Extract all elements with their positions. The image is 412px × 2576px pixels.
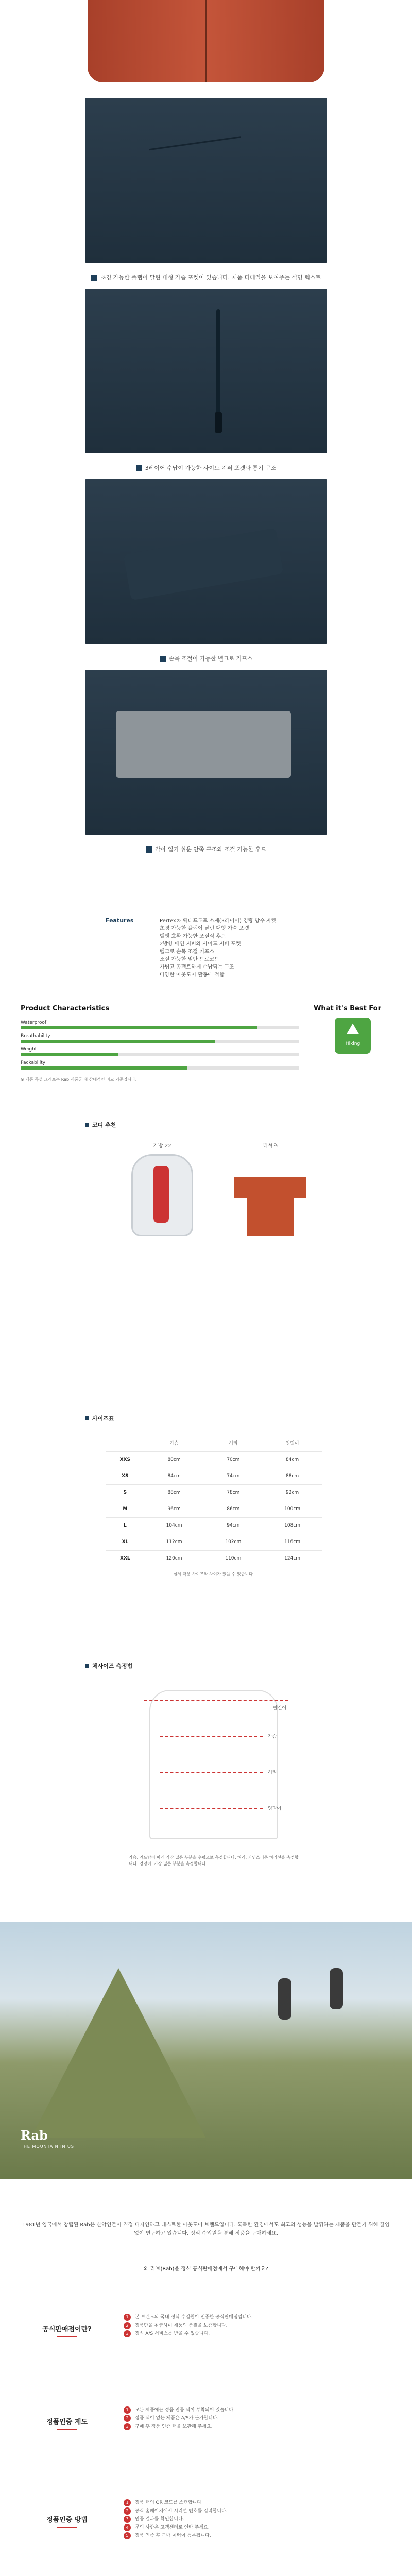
- hiking-icon: ⛰ Hiking: [335, 1018, 371, 1054]
- measure-guide: 팔길이 가슴 허리 엉덩이: [129, 1680, 299, 1844]
- feature-item: Pertex® 웨더프루프 소재(3레이어) 경량 방수 자켓: [160, 918, 277, 924]
- runner-figure: [330, 1968, 343, 2009]
- best-for-title: What it's Best For: [314, 1005, 381, 1012]
- size-row: XXS 80cm 70cm 84cm: [106, 1451, 322, 1468]
- size-row: XXL 120cm 110cm 124cm: [106, 1550, 322, 1567]
- official-store-block: 공식판매점이란? 1 본 브랜드의 국내 정식 수입원이 인증한 공식판매점입니다. 2 정품만을 취급하며 제품의 품질을 보증합니다. 3 정식 A/S 서비스를 받을 수 있습니다.: [21, 2303, 391, 2380]
- characteristic-bar: [21, 1026, 299, 1029]
- features-list: [160, 917, 276, 979]
- rab-logo: Rab: [21, 2128, 48, 2143]
- characteristics-note: ※ 제품 특성 그래프는 Rab 제품군 내 상대적인 비교 기준입니다.: [21, 1077, 137, 1082]
- caption-mark-icon: [160, 656, 166, 662]
- zipper-pull: [215, 412, 222, 433]
- measure-shirt-outline: [149, 1690, 278, 1839]
- feature-item: 다양한 아웃도어 활동에 적합: [160, 972, 225, 978]
- characteristic-row: Weight: [21, 1047, 299, 1060]
- info-item: 5 정품 인증 후 구매 이력이 등록됩니다.: [124, 2532, 391, 2540]
- brand-question: 왜 라브(Rab)을 정식 공식판매점에서 구매해야 할까요?: [144, 2266, 268, 2272]
- hero-photo: [0, 0, 412, 82]
- characteristic-fill: [21, 1066, 187, 1070]
- size-head: 사이즈표: [85, 1414, 114, 1422]
- characteristic-bar: [21, 1066, 299, 1070]
- caption-mark-icon: [136, 465, 142, 471]
- info-item: 4 문의 사항은 고객센터로 연락 주세요.: [124, 2523, 391, 2532]
- info-item: 2 정품만을 취급하며 제품의 품질을 보증합니다.: [124, 2321, 391, 2330]
- chest-pocket: [145, 112, 241, 151]
- coord-label-backpack: 가방 22: [153, 1143, 171, 1149]
- size-row: L 104cm 94cm 108cm: [106, 1517, 322, 1534]
- characteristic-row: Packability: [21, 1060, 299, 1074]
- characteristic-bar: [21, 1053, 299, 1056]
- feature-item: 벨크로 손목 조절 커프스: [160, 949, 215, 955]
- feature-item: 헬멧 호환 가능한 조절식 후드: [160, 934, 226, 939]
- info-item: 1 정품 택의 QR 코드를 스캔합니다.: [124, 2499, 391, 2507]
- brand-tagline: THE MOUNTAIN IN US: [21, 2144, 74, 2149]
- tshirt-image: [234, 1170, 306, 1236]
- characteristic-row: Breathability: [21, 1033, 299, 1047]
- guide-head: 체사이즈 측정법: [85, 1662, 132, 1670]
- backpack-image: [131, 1154, 193, 1236]
- velcro-cuff: [123, 528, 283, 601]
- coordination-head: 코디 추천: [85, 1121, 116, 1129]
- detail-photo-zip-pocket: [85, 289, 327, 453]
- info-item: 3 정식 A/S 서비스를 받을 수 있습니다.: [124, 2330, 391, 2338]
- info-item: 2 정품 택이 없는 제품은 A/S가 불가합니다.: [124, 2414, 391, 2422]
- jacket-zipper: [205, 0, 207, 82]
- caption-4: 갈아 입기 쉬운 안쪽 구조와 조절 가능한 후드: [0, 845, 412, 853]
- feature-item: 가볍고 콤팩트하게 수납되는 구조: [160, 964, 234, 970]
- feature-item: 초경 가능한 플랩이 달린 대형 가슴 포켓: [160, 926, 249, 931]
- size-table: [106, 1435, 322, 1567]
- detail-photo-inside: [85, 670, 327, 835]
- caption-mark-icon: [91, 275, 97, 281]
- size-row: S 88cm 78cm 92cm: [106, 1484, 322, 1501]
- size-row: M 96cm 86cm 100cm: [106, 1501, 322, 1517]
- features-label: Features: [106, 917, 134, 924]
- caption-2: 3레이어 수납이 가능한 사이드 지퍼 포켓과 통기 구조: [0, 464, 412, 472]
- guide-note: 가슴: 겨드랑이 아래 가장 넓은 부분을 수평으로 측정합니다. 허리: 자연스러운 허리선을 측정합니다. 엉덩이: 가장 넓은 부분을 측정합니다.: [129, 1855, 299, 1866]
- characteristic-row: Waterproof: [21, 1020, 299, 1033]
- mountain-photo: [0, 1922, 412, 2179]
- jacket-interior: [116, 711, 291, 778]
- info-item: 2 공식 홈페이지에서 시리얼 번호를 입력합니다.: [124, 2507, 391, 2515]
- size-note: 실제 착용 사이즈와 차이가 있을 수 있습니다.: [173, 1572, 254, 1577]
- size-header-row: 가슴 허리 엉덩이: [106, 1435, 322, 1451]
- size-row: XS 84cm 74cm 88cm: [106, 1468, 322, 1484]
- characteristic-bar: [21, 1040, 299, 1043]
- verify-block: 정품인증 방법 1 정품 택의 QR 코드를 스캔합니다. 2 공식 홈페이지에서 시리얼 번호를 입력합니다. 3 인증 결과를 확인합니다. 4 문의 사항은 고객센터로 연락 주세요. 5 정품 인증 후 구매 이력이 등록됩니다.: [21, 2488, 391, 2576]
- brand-intro: 1981년 영국에서 창립된 Rab은 산악인들이 직접 디자인하고 테스트한 아웃도어 브랜드입니다. 혹독한 환경에서도 최고의 성능을 발휘하는 제품을 만들기 위해 끊임없이 연구하고 있습니다. 정식 수입원을 통해 정품을 구매하세요.: [22, 2222, 390, 2236]
- detail-photo-cuff: [85, 479, 327, 644]
- size-row: XL 112cm 102cm 116cm: [106, 1534, 322, 1550]
- detail-photo-chest-pocket: [85, 98, 327, 263]
- info-item: 1 본 브랜드의 국내 정식 수입원이 인증한 공식판매점입니다.: [124, 2313, 391, 2321]
- coord-label-tee: 티셔츠: [263, 1143, 278, 1149]
- caption-1: 초경 가능한 플랩이 달린 대형 가슴 포켓이 있습니다. 제품 디테일을 보여주는 설명 텍스트: [0, 273, 412, 281]
- characteristic-fill: [21, 1026, 257, 1029]
- info-item: 3 구매 후 정품 인증 택을 보관해 주세요.: [124, 2422, 391, 2431]
- feature-item: 조절 가능한 밑단 드로코드: [160, 957, 219, 962]
- runner-figure: [278, 1978, 291, 2020]
- characteristic-fill: [21, 1053, 118, 1056]
- characteristic-fill: [21, 1040, 215, 1043]
- caption-mark-icon: [146, 846, 152, 853]
- warranty-block: 정품인증 제도 1 모든 제품에는 정품 인증 택이 부착되어 있습니다. 2 정품 택이 없는 제품은 A/S가 불가합니다. 3 구매 후 정품 인증 택을 보관해 주세요.: [21, 2396, 391, 2473]
- characteristics-title: Product Characteristics: [21, 1005, 110, 1012]
- caption-3: 손목 조절이 가능한 벨크로 커프스: [0, 654, 412, 663]
- feature-item: 2방향 메인 지퍼와 사이드 지퍼 포켓: [160, 941, 241, 947]
- info-item: 1 모든 제품에는 정품 인증 택이 부착되어 있습니다.: [124, 2406, 391, 2414]
- info-item: 3 인증 결과를 확인합니다.: [124, 2515, 391, 2523]
- side-zipper: [216, 309, 220, 422]
